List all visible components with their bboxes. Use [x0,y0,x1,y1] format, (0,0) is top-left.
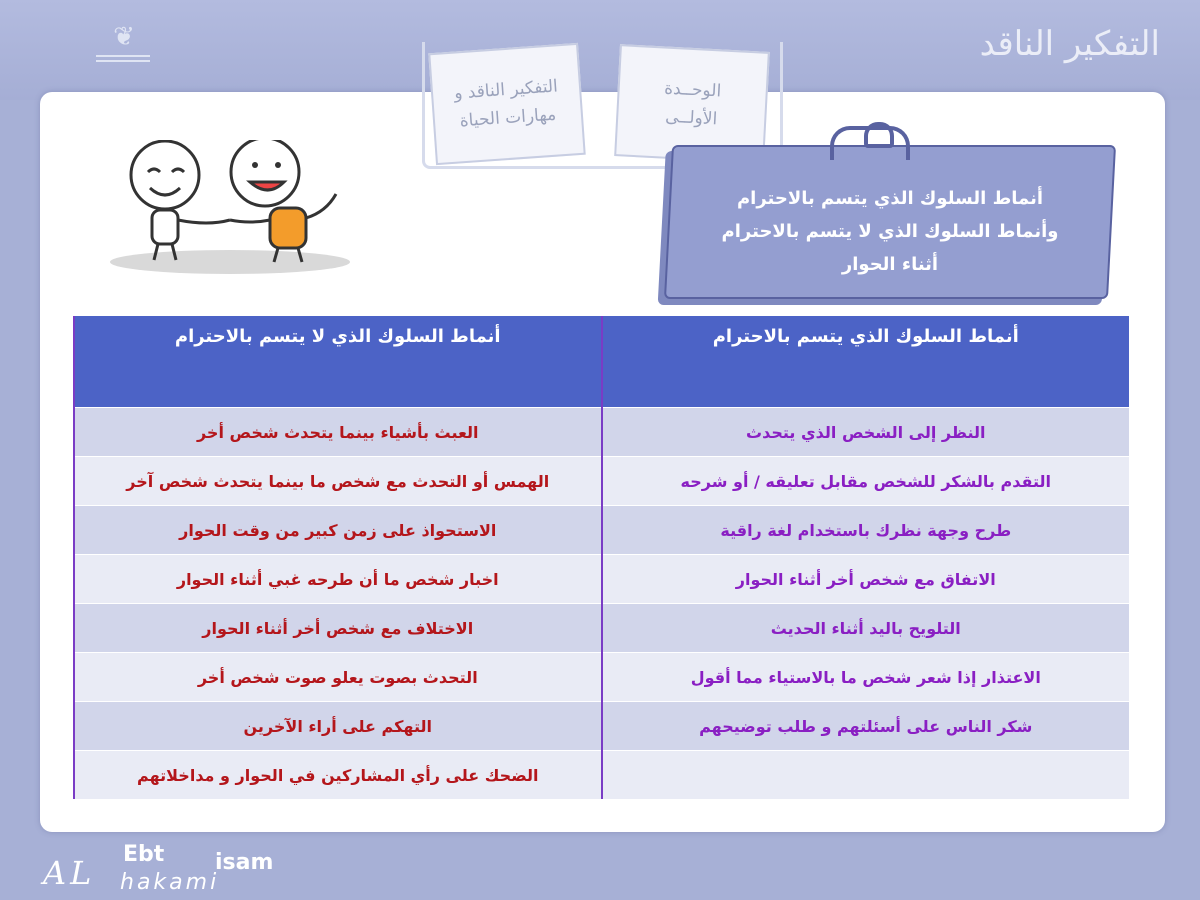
respect-cell [602,751,1130,800]
table-row [74,702,1129,751]
book-left-page [428,43,585,165]
table-row [74,653,1129,702]
signature-hakami: hakami [120,870,220,895]
table-header-row [74,316,1129,408]
disrespect-cell: التهكم على أراء الآخرين [74,702,602,751]
respect-cell: النظر إلى الشخص الذي يتحدث [602,408,1130,457]
table-row [74,457,1129,506]
respect-cell: التقدم بالشكر للشخص مقابل تعليقه / أو شرحه [602,457,1130,506]
disrespect-cell: التحدث بصوت يعلو صوت شخص أخر [74,653,602,702]
disrespect-cell: الهمس أو التحدث مع شخص ما بينما يتحدث شخص آخر [74,457,602,506]
disrespect-cell: العبث بأشياء بينما يتحدث شخص أخر [74,408,602,457]
author-signature [25,842,285,897]
handshake-illustration [100,140,360,280]
disrespect-cell: الضحك على رأي المشاركين في الحوار و مداخلاتهم [74,751,602,800]
book-logo-icon: ❦ [113,22,133,52]
table-row [74,555,1129,604]
book-right-line1: الوحــدة [663,78,722,102]
respect-cell: الاتفاق مع شخص أخر أثناء الحوار [602,555,1130,604]
table-row [74,604,1129,653]
table-row [74,751,1129,800]
header-respect: أنماط السلوك الذي يتسم بالاحترام [602,316,1130,408]
disrespect-cell: الاستحواذ على زمن كبير من وقت الحوار [74,506,602,555]
respect-cell: شكر الناس على أسئلتهم و طلب توضيحهم [602,702,1130,751]
respect-cell: طرح وجهة نظرك باستخدام لغة راقية [602,506,1130,555]
page-title: التفكير الناقد [979,24,1160,64]
banner-text [690,182,1090,281]
book-right-line2: الأولــى [664,106,718,130]
banner-line3: أثناء الحوار [841,254,939,275]
respect-cell: الاعتذار إذا شعر شخص ما بالاستياء مما أقول [602,653,1130,702]
two-kids-handshake-icon [100,140,360,280]
ministry-logo [88,22,158,76]
book-left-line1: التفكير الناقد و [453,76,559,104]
disrespect-cell: الاختلاف مع شخص أخر أثناء الحوار [74,604,602,653]
table-row [74,408,1129,457]
banner-line2: وأنماط السلوك الذي لا يتسم بالاحترام [721,221,1059,242]
table-row [74,506,1129,555]
respect-cell: التلويح باليد أثناء الحديث [602,604,1130,653]
book-left-line2: مهارات الحياة [459,104,557,132]
paperclip-loop-icon [864,122,894,148]
behavior-table [73,316,1129,799]
disrespect-cell: اخبار شخص ما أن طرحه غبي أثناء الحوار [74,555,602,604]
topic-banner [650,140,1120,310]
signature-ebt: Ebt [123,842,165,867]
banner-line1: أنماط السلوك الذي يتسم بالاحترام [736,188,1044,209]
signature-initials: AL [43,854,96,892]
header-disrespect: أنماط السلوك الذي لا يتسم بالاحترام [74,316,602,408]
signature-isam: isam [215,850,274,875]
